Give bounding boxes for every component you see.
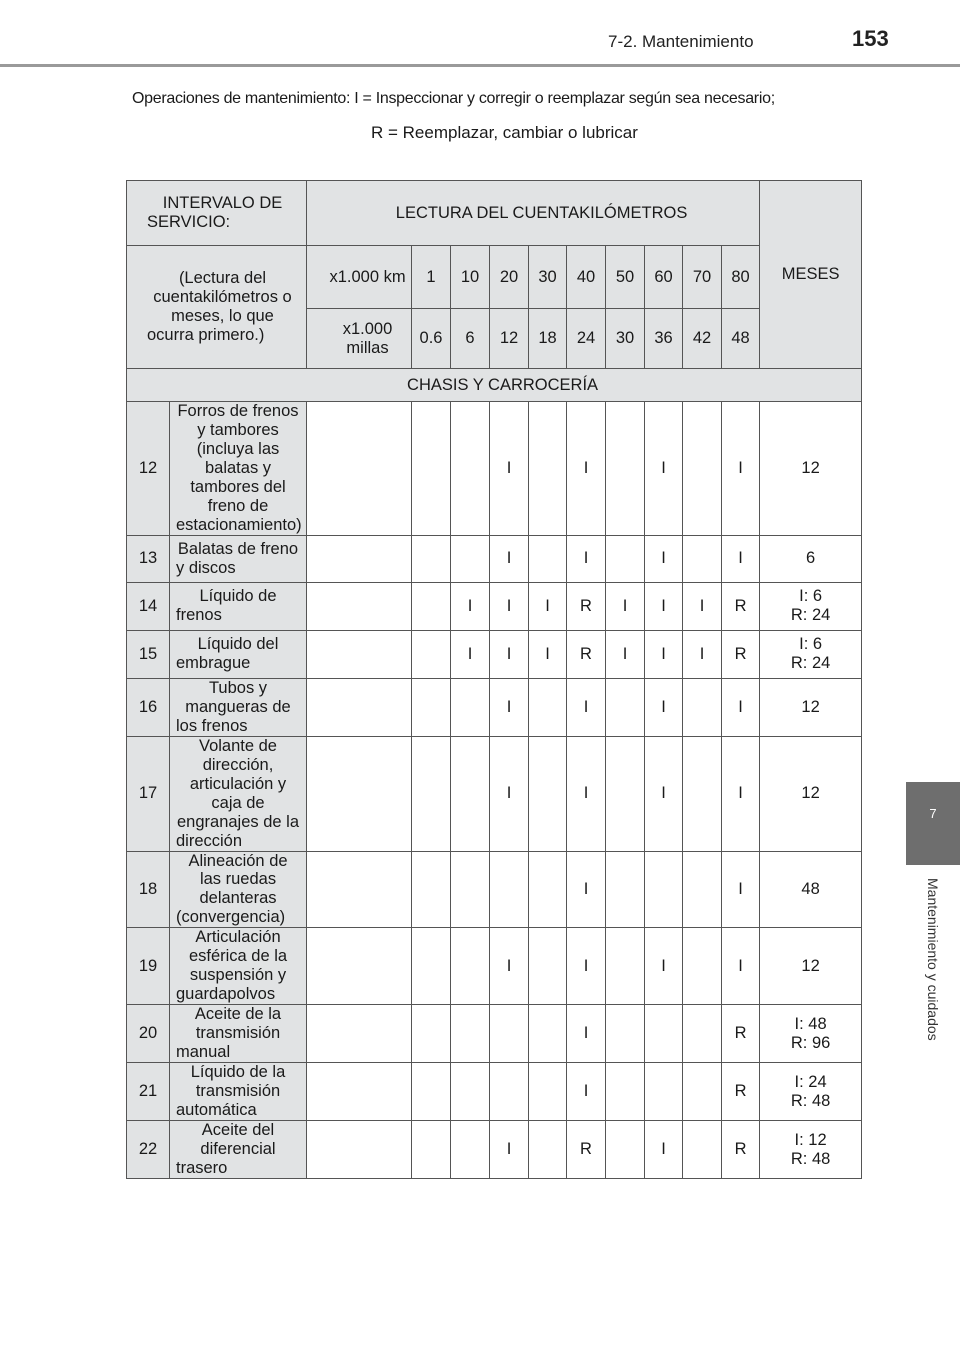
item-number: 14 — [127, 582, 170, 630]
months-value: 12 — [801, 784, 820, 803]
operation-cell — [412, 630, 451, 678]
operation-cell: I — [645, 402, 683, 536]
operation-cell: I — [490, 402, 529, 536]
months-value: 48 — [801, 879, 820, 898]
operation-cell — [606, 1063, 645, 1121]
table-row — [127, 630, 862, 678]
miles-value: 18 — [529, 309, 567, 369]
item-number: 20 — [127, 1005, 170, 1063]
operation-cell: I — [490, 736, 529, 851]
chapter-tab-number: 7 — [929, 806, 937, 821]
operation-cell — [451, 736, 490, 851]
table-row — [127, 851, 862, 928]
operation-cell: R — [567, 1121, 606, 1179]
blank-cell — [307, 736, 412, 851]
operation-cell — [683, 851, 722, 928]
item-number: 22 — [127, 1121, 170, 1179]
operation-cell: R — [567, 582, 606, 630]
operation-cell: I — [645, 928, 683, 1005]
months-cell — [760, 535, 862, 582]
operation-cell: R — [722, 630, 760, 678]
km-value: 20 — [490, 246, 529, 309]
table-row — [127, 1005, 862, 1063]
operation-cell: I — [567, 928, 606, 1005]
operation-cell — [412, 851, 451, 928]
operation-cell: I — [722, 928, 760, 1005]
operation-cell: I — [490, 582, 529, 630]
months-value: R: 48 — [790, 1091, 831, 1110]
operation-cell: I — [529, 630, 567, 678]
months-cell — [760, 928, 862, 1005]
miles-value: 30 — [606, 309, 645, 369]
operation-cell — [451, 1005, 490, 1063]
blank-cell — [307, 1005, 412, 1063]
table-row — [127, 928, 862, 1005]
table-row — [127, 1121, 862, 1179]
item-name: Balatas de freno y discos — [170, 535, 307, 582]
operation-cell: I — [490, 630, 529, 678]
blank-cell — [307, 1063, 412, 1121]
operation-cell — [412, 535, 451, 582]
miles-value: 48 — [722, 309, 760, 369]
months-cell — [760, 851, 862, 928]
operation-cell — [529, 678, 567, 736]
legend-line-1: Operaciones de mantenimiento: I = Inspeccionar y corregir o reemplazar según sea necesario; — [132, 90, 775, 107]
odometer-label: LECTURA DEL CUENTAKILÓMETROS — [307, 181, 760, 246]
service-interval-label: INTERVALO DE SERVICIO: — [127, 181, 307, 246]
operation-cell — [606, 402, 645, 536]
km-value: 10 — [451, 246, 490, 309]
blank-cell — [307, 928, 412, 1005]
operation-cell: I — [645, 736, 683, 851]
miles-value: 42 — [683, 309, 722, 369]
item-name: Tubos y mangueras de los frenos — [170, 678, 307, 736]
operation-cell: I — [451, 582, 490, 630]
operation-cell: I — [490, 928, 529, 1005]
months-value: I: 48 — [794, 1014, 827, 1033]
km-value: 70 — [683, 246, 722, 309]
operation-cell — [606, 535, 645, 582]
months-cell — [760, 402, 862, 536]
operation-cell — [645, 1005, 683, 1063]
operation-cell — [529, 928, 567, 1005]
months-header: MESES — [760, 181, 862, 369]
operation-cell: R — [722, 1063, 760, 1121]
operation-cell — [412, 928, 451, 1005]
months-value: R: 48 — [790, 1149, 831, 1168]
operation-cell — [412, 582, 451, 630]
operation-cell: I — [567, 678, 606, 736]
reading-note: (Lectura del cuentakilómetros o meses, lo que ocurra primero.) — [127, 246, 307, 369]
operation-cell: I — [567, 851, 606, 928]
operation-cell — [412, 736, 451, 851]
operation-cell — [412, 1063, 451, 1121]
operation-cell: I — [567, 402, 606, 536]
months-cell — [760, 582, 862, 630]
months-value: 12 — [801, 458, 820, 477]
months-cell — [760, 630, 862, 678]
operation-cell — [490, 1005, 529, 1063]
operation-cell — [683, 1005, 722, 1063]
item-name: Líquido de frenos — [170, 582, 307, 630]
operation-cell — [412, 678, 451, 736]
months-cell — [760, 736, 862, 851]
operation-cell — [606, 736, 645, 851]
operation-cell — [645, 851, 683, 928]
blank-cell — [307, 582, 412, 630]
item-number: 18 — [127, 851, 170, 928]
header-rule — [0, 64, 960, 67]
months-value: I: 6 — [799, 635, 823, 654]
km-value: 40 — [567, 246, 606, 309]
operation-cell: R — [722, 1005, 760, 1063]
operation-cell — [412, 1121, 451, 1179]
months-value: 6 — [806, 549, 816, 568]
page-number: 153 — [852, 26, 889, 51]
km-value: 60 — [645, 246, 683, 309]
item-number: 15 — [127, 630, 170, 678]
months-cell — [760, 1121, 862, 1179]
table-row — [127, 402, 862, 536]
months-value: R: 24 — [790, 606, 831, 625]
operation-cell: I — [567, 535, 606, 582]
operation-cell: I — [529, 582, 567, 630]
km-value: 80 — [722, 246, 760, 309]
operation-cell — [451, 851, 490, 928]
operation-cell: R — [722, 582, 760, 630]
blank-cell — [307, 535, 412, 582]
operation-cell: I — [722, 535, 760, 582]
item-number: 19 — [127, 928, 170, 1005]
operation-cell: I — [722, 678, 760, 736]
months-value: I: 6 — [799, 587, 823, 606]
operation-cell — [645, 1063, 683, 1121]
operation-cell: I — [722, 736, 760, 851]
operation-cell — [490, 1063, 529, 1121]
operation-cell — [412, 1005, 451, 1063]
table-row — [127, 535, 862, 582]
operation-cell — [451, 928, 490, 1005]
operation-cell — [683, 1063, 722, 1121]
months-value: 12 — [801, 956, 820, 975]
operation-cell — [683, 928, 722, 1005]
operation-cell — [529, 851, 567, 928]
item-name: Líquido del embrague — [170, 630, 307, 678]
operation-cell — [683, 402, 722, 536]
item-name: Líquido de la transmisión automática — [170, 1063, 307, 1121]
operation-cell — [683, 678, 722, 736]
item-number: 17 — [127, 736, 170, 851]
operation-cell — [683, 1121, 722, 1179]
item-name: Volante de dirección, articulación y caja de engranajes de la dirección — [170, 736, 307, 851]
operation-cell: I — [645, 582, 683, 630]
miles-label: x1.000 millas — [307, 309, 412, 369]
operation-cell — [529, 535, 567, 582]
miles-value: 24 — [567, 309, 606, 369]
item-name: Aceite de la transmisión manual — [170, 1005, 307, 1063]
operation-cell — [529, 1063, 567, 1121]
months-value: I: 12 — [794, 1130, 827, 1149]
operation-cell — [529, 736, 567, 851]
operation-cell — [451, 402, 490, 536]
operation-cell — [606, 851, 645, 928]
months-cell — [760, 1063, 862, 1121]
section-header: CHASIS Y CARROCERÍA — [127, 369, 862, 402]
blank-cell — [307, 678, 412, 736]
km-value: 1 — [412, 246, 451, 309]
operation-cell: I — [683, 630, 722, 678]
operation-cell: I — [490, 678, 529, 736]
months-value: 12 — [801, 697, 820, 716]
km-value: 50 — [606, 246, 645, 309]
months-cell — [760, 1005, 862, 1063]
operation-cell — [606, 928, 645, 1005]
operation-cell: I — [606, 582, 645, 630]
operation-cell — [451, 535, 490, 582]
table-row — [127, 678, 862, 736]
maintenance-table — [126, 180, 862, 1179]
miles-value: 6 — [451, 309, 490, 369]
operation-cell: I — [451, 630, 490, 678]
operation-cell — [529, 1005, 567, 1063]
months-value: R: 96 — [790, 1033, 831, 1052]
operation-cell — [451, 1121, 490, 1179]
item-number: 13 — [127, 535, 170, 582]
months-value: I: 24 — [794, 1072, 827, 1091]
item-number: 12 — [127, 402, 170, 536]
operation-cell — [606, 1121, 645, 1179]
operation-cell: I — [722, 851, 760, 928]
table-row — [127, 1063, 862, 1121]
km-label: x1.000 km — [307, 246, 412, 309]
blank-cell — [307, 1121, 412, 1179]
item-name: Articulación esférica de la suspensión y guardapolvos — [170, 928, 307, 1005]
item-number: 21 — [127, 1063, 170, 1121]
operation-cell: I — [645, 535, 683, 582]
operation-cell: I — [567, 736, 606, 851]
operation-cell: I — [645, 1121, 683, 1179]
months-value: R: 24 — [790, 654, 831, 673]
operation-cell — [683, 535, 722, 582]
operation-cell: I — [490, 1121, 529, 1179]
operation-cell — [412, 402, 451, 536]
blank-cell — [307, 630, 412, 678]
operation-cell: I — [567, 1063, 606, 1121]
operation-cell — [683, 736, 722, 851]
chapter-tab[interactable] — [906, 782, 960, 865]
operation-cell — [529, 1121, 567, 1179]
item-name: Aceite del diferencial trasero — [170, 1121, 307, 1179]
item-name: Alineación de las ruedas delanteras (convergencia) — [170, 851, 307, 928]
item-number: 16 — [127, 678, 170, 736]
section-title: 7-2. Mantenimiento — [608, 32, 754, 51]
table-row — [127, 582, 862, 630]
operation-cell: I — [683, 582, 722, 630]
miles-value: 12 — [490, 309, 529, 369]
item-name: Forros de frenos y tambores (incluya las balatas y tambores del freno de estacionamiento) — [170, 402, 307, 536]
months-cell — [760, 678, 862, 736]
miles-value: 36 — [645, 309, 683, 369]
blank-cell — [307, 402, 412, 536]
operation-cell — [606, 678, 645, 736]
operation-cell: I — [606, 630, 645, 678]
blank-cell — [307, 851, 412, 928]
operation-cell — [490, 851, 529, 928]
table-row — [127, 736, 862, 851]
operation-cell — [451, 678, 490, 736]
operation-cell: I — [490, 535, 529, 582]
operation-cell: I — [645, 678, 683, 736]
miles-value: 0.6 — [412, 309, 451, 369]
legend-line-2: R = Reemplazar, cambiar o lubricar — [371, 123, 638, 142]
operation-cell — [529, 402, 567, 536]
operation-cell — [451, 1063, 490, 1121]
operation-cell: R — [722, 1121, 760, 1179]
operation-cell: R — [567, 630, 606, 678]
chapter-tab-title: Mantenimiento y cuidados — [925, 878, 941, 1041]
operation-cell — [606, 1005, 645, 1063]
operation-cell: I — [567, 1005, 606, 1063]
km-value: 30 — [529, 246, 567, 309]
operation-cell: I — [722, 402, 760, 536]
operation-cell: I — [645, 630, 683, 678]
